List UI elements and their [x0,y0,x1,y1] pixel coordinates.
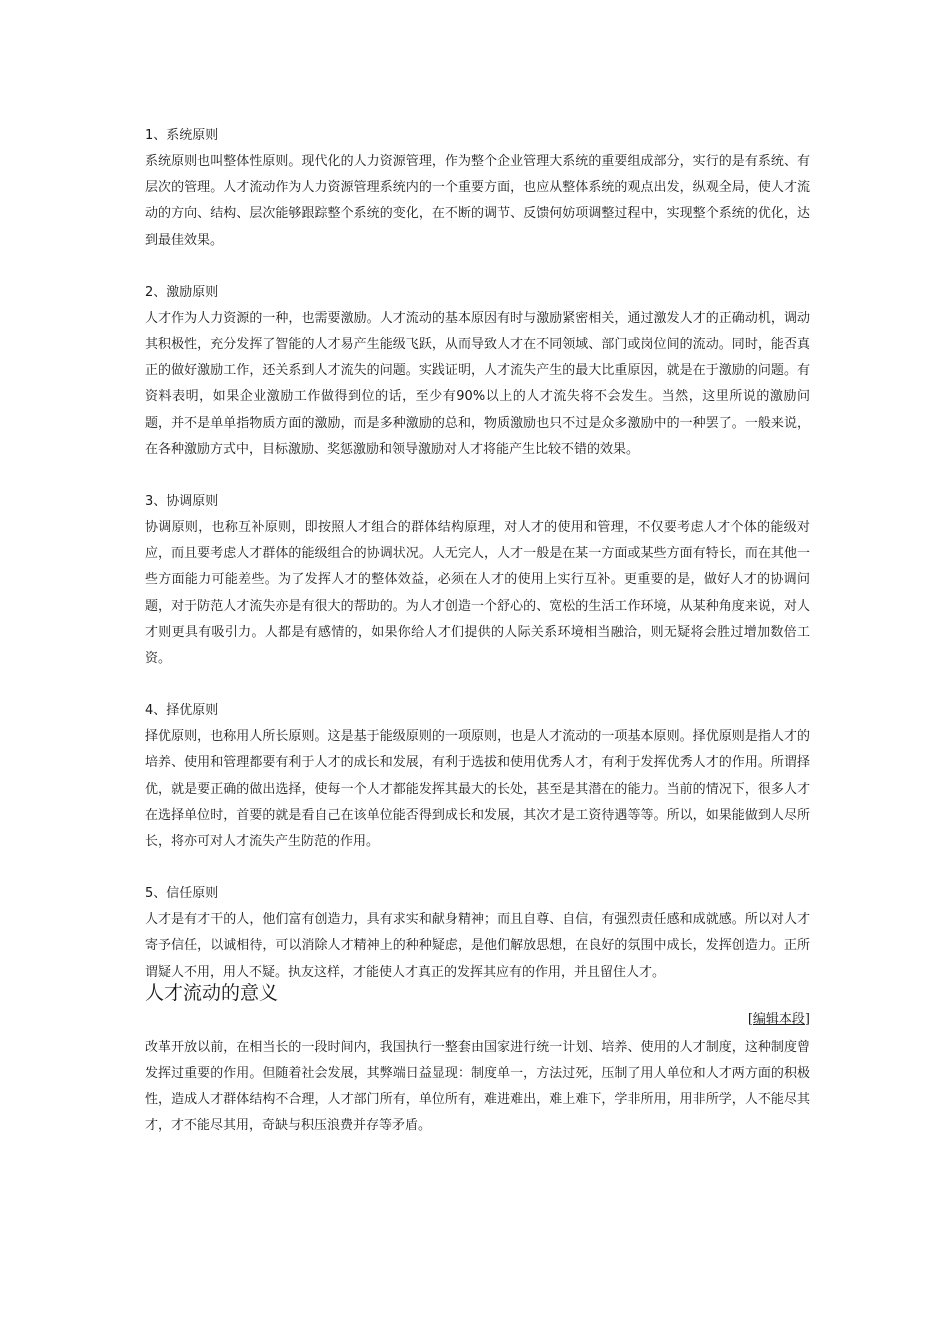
edit-section-row [145,1009,810,1031]
section-heading: 4、择优原则 [145,703,219,719]
section-paragraph: 系统原则也叫整体性原则。现代化的人力资源管理，作为整个企业管理大系统的重要组成部分，实行的是有系统、有层次的管理。人才流动作为人力资源管理系统内的一个重要方面，也应从整体系统的观点出发，纵观全局，使人才流动的方向、结构、层次能够跟踪整个系统的变化，在不断的调节、反馈何妨项调整过程中，实现整个系统的优化，达到最佳效果。 [145,154,810,248]
edit-bracket-close: ] [804,1011,810,1027]
principle-section-selection [145,698,810,855]
document-body [145,123,810,1140]
section-paragraph: 择优原则，也称用人所长原则。这是基于能级原则的一项原则，也是人才流动的一项基本原则。择优原则是指人才的培养、使用和管理都要有利于人才的成长和发展，有利于选拔和使用优秀人才，有利于发挥优秀人才的作用。所谓择优，就是要正确的做出选择，使每一个人才都能发挥其最大的长处，甚至是其潜在的能力。当前的情况下，很多人才在选择单位时，首要的就是看自己在该单位能否得到成长和发展，其次才是工资待遇等等。所以，如果能做到人尽所长，将亦可对人才流失产生防范的作用。 [145,729,810,850]
edit-section-link[interactable]: 编辑本段 [752,1011,805,1027]
principle-section-trust [145,881,810,986]
meaning-paragraph: 改革开放以前，在相当长的一段时间内，我国执行一整套由国家进行统一计划、培养、使用的人才制度，这种制度曾发挥过重要的作用。但随着社会发展，其弊端日益显现：制度单一，方法过死，压制了用人单位和人才两方面的积极性，造成人才群体结构不合理，人才部门所有，单位所有，难进难出，难上难下，学非所用，用非所学，人不能尽其才，才不能尽其用，奇缺与积压浪费并存等矛盾。 [145,1039,810,1134]
principle-section-coordination [145,489,810,672]
section-heading: 1、系统原则 [145,128,219,143]
edit-bracket-open: [ [747,1011,753,1027]
section-heading: 3、协调原则 [145,494,219,510]
section-heading: 2、激励原则 [145,284,219,300]
section-paragraph: 人才作为人力资源的一种，也需要激励。人才流动的基本原因有时与激励紧密相关，通过激发人才的正确动机，调动其积极性，充分发挥了智能的人才易产生能级飞跃，从而导致人才在不同领域、部门或岗位间的流动。同时，能否真正的做好激励工作，还关系到人才流失的问题。实践证明，人才流失产生的最大比重原因，就是在于激励的问题。有资料表明，如果企业激励工作做得到位的话，至少有90%以上的人才流失将不会发生。当然，这里所说的激励问题，并不是单单指物质方面的激励，而是多种激励的总和，物质激励也只不过是众多激励中的一种罢了。一般来说，在各种激励方式中，目标激励、奖惩激励和领导激励对人才将能产生比较不错的效果。 [145,310,810,457]
section-paragraph: 协调原则，也称互补原则，即按照人才组合的群体结构原理，对人才的使用和管理，不仅要考虑人才个体的能级对应，而且要考虑人才群体的能级组合的协调状况。人无完人，人才一般是在某一方面或某些方面有特长，而在其他一些方面能力可能差些。为了发挥人才的整体效益，必须在人才的使用上实行互补。更重要的是，做好人才的协调问题，对于防范人才流失亦是有很大的帮助的。为人才创造一个舒心的、宽松的生活工作环境，从某种角度来说，对人才则更具有吸引力。人都是有感情的，如果你给人才们提供的人际关系环境相当融洽，则无疑将会胜过增加数倍工资。 [145,520,810,667]
meaning-title: 人才流动的意义 [145,981,279,1004]
section-heading: 5、信任原则 [145,886,219,902]
principle-section-system [145,123,810,254]
principle-section-incentive [145,280,810,463]
section-paragraph: 人才是有才干的人，他们富有创造力，具有求实和献身精神；而且自尊、自信，有强烈责任感和成就感。所以对人才寄予信任，以诚相待，可以消除人才精神上的种种疑虑，是他们解放思想，在良好的氛围中成长，发挥创造力。正所谓疑人不用，用人不疑。执友这样，才能使人才真正的发挥其应有的作用，并且留住人才。 [145,912,810,980]
